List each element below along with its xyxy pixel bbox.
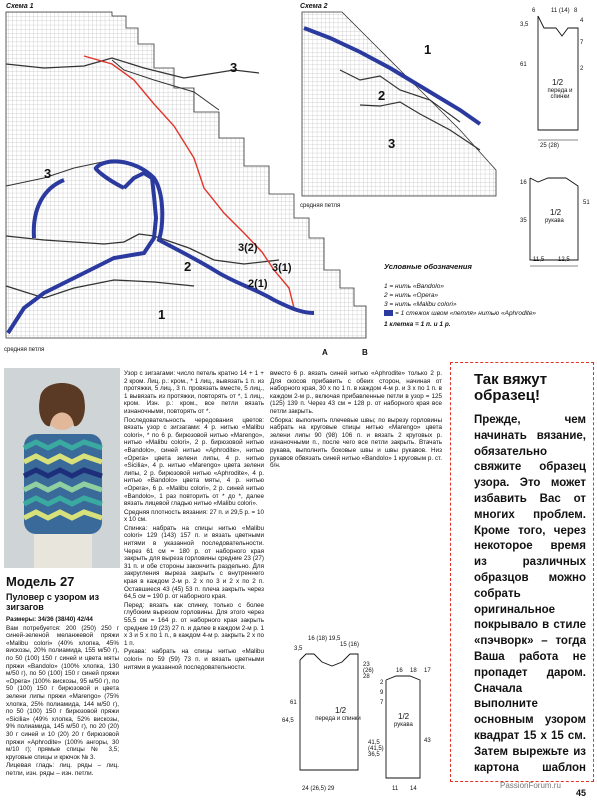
- scheme1-label: 2(1): [248, 278, 268, 290]
- legend-item: 1 клетка = 1 п. и 1 р.: [384, 321, 451, 328]
- pattern-left: 3,5: [520, 22, 529, 28]
- model-title: Модель 27: [6, 574, 75, 589]
- pattern-left: 61: [520, 62, 527, 68]
- sleeve2-bottom: 11: [392, 786, 399, 792]
- pattern-front-label: переда и спинки: [547, 88, 573, 100]
- pattern2-top: 3,5: [294, 646, 303, 652]
- sleeve-val: 51: [583, 200, 590, 206]
- sleeve-val: 35: [520, 218, 527, 224]
- scheme2-label: 2: [378, 88, 386, 103]
- page-number: 45: [576, 788, 587, 798]
- sleeve-half: 1/2: [550, 208, 562, 217]
- article-col3: вместо 6 р. вязать синей нитью «Aphrodite» только 2 р. Для скосов прибавить с обеих сторон, начиная от наборного края, 30 х по 1 п. в каждом 4-м р. и 3 х по 1 п. в каждом 2-м р., включая прибавленные петли в узор = 125 (125) 139 п. Через 43 см = 128 р. от наборного края все петли закрыть. Сборка: выполнить плечевые швы; по вырезу горловины набрать на круговые спицы нитью «Marengo» цвета зелени липы 90 (98) 106 п. и вязать 2 круговых р. изнаночными п., после чего все петли закрыть. Втачать рукава, выполнить боковые швы и швы рукавов. Низ рукавов обвязать синей нитью «Bandolo» 1 круговым р. ст. б/н.: [270, 370, 442, 470]
- model-subtitle: Пуловер с узором из зигзагов: [6, 592, 100, 612]
- pattern2-side: 61: [290, 700, 297, 706]
- pattern-top: 8: [574, 8, 578, 14]
- sleeve-bottom: 11,5: [533, 257, 545, 263]
- sleeve2-val: 43: [424, 738, 431, 744]
- pattern-right: 2: [580, 66, 584, 72]
- pattern2-bottom: 24 (26,5) 29: [302, 786, 335, 792]
- pattern2-right: 23 (26) 28: [363, 662, 374, 680]
- mark-b: B: [362, 348, 368, 357]
- pattern-right: 7: [580, 40, 584, 46]
- blue-swatch-icon: [384, 310, 393, 316]
- pattern-top: 6: [532, 8, 536, 14]
- scheme1-label: 3: [230, 60, 238, 75]
- scheme2-title: Схема 2: [300, 3, 328, 10]
- site-watermark: PassionForum.ru: [500, 781, 561, 790]
- pattern2-right: 9: [380, 690, 384, 696]
- pattern-half: 1/2: [552, 78, 564, 87]
- legend-title: Условные обозначения: [384, 262, 472, 271]
- scheme2-label: 1: [424, 42, 432, 57]
- mark-a: A: [322, 348, 328, 357]
- scheme2-label: 3: [388, 136, 396, 151]
- sidebar-text: Прежде, чем начинать вязание, обязательно свяжите образец узора. Это может избавить Вас от многих проблем. Кроме того, через некоторое время из различных образцов можно собрать оригинальное покрывало в стиле «пэчворк» – тогда Ваша работа не пропадет даром. Сначала выполните основным узором квадрат 15 х 15 см. Затем вырежьте из картона шаблон: [474, 414, 586, 774]
- scheme1-label: 1: [158, 307, 166, 322]
- pattern-bottom-drawing: [270, 640, 445, 790]
- scheme1-label: 3(2): [238, 242, 258, 254]
- pattern-top: 11 (14): [551, 8, 570, 14]
- legend-item: 1 = нить «Bandolo»: [384, 283, 444, 290]
- pattern2-side: 64,5: [282, 718, 294, 724]
- sleeve2-top: 18: [410, 668, 417, 674]
- sleeve2-bottom: 14: [410, 786, 417, 792]
- pattern2-top: 15 (16): [340, 642, 360, 648]
- pattern2-label: переда и спинки: [315, 716, 361, 722]
- pattern-top2: 4: [580, 18, 584, 24]
- pattern2-half: 1/2: [335, 706, 347, 715]
- sleeve-val: 16: [520, 180, 527, 186]
- pattern-bottom: 25 (28): [540, 143, 560, 149]
- scheme1-label: 2: [184, 259, 192, 274]
- model-photo: [4, 368, 120, 568]
- sleeve-bottom: 12,5: [558, 257, 570, 263]
- scheme1-midloop: средняя петля: [4, 347, 45, 353]
- sleeve2-top: 16: [396, 668, 403, 674]
- article-col2: Узор с зигзагами: число петель кратно 14 + 1 + 2 кром. Лиц. р.: кром., * 1 лиц., вывязать 1 п. из протяжки, 5 лиц., 3 п. провязать вместе, 5 лиц., 1 вывязать из протяжки, повторять от *, 1 лиц., кром. Изн. р.: кром., все петли вязать изнаночными, повторять от *. Последовательность чередования цветов: вязать узор с зигзагами: 4 р. нитью «Malibu colori», * по 6 р. бирюзовой нитью «Marengo», нитью «Malibu colori», 2 р. бирюзовой нитью «Bandolo», синей нитью «Aphrodite», нитью «Opera» цвета зелени липы, 4 р. нитью «Sicilia», 4 р. нитью «Marengo» цвета зелени липы, 2 р. бирюзовой нитью «Aphrodite», 4 р. нитью «Bandolo» цвета мяты, 4 р. нитью «Opera», 6 р. «Malibu colori», 2 р. синей нитью «Bandolo», 1 раз повторить от * до *, далее вязать лицевой гладью нитью «Malibu colori». Средняя плотность вязания: 27 п. и 29,5 р. = 10 х 10 см. Спинка: набрать на спицы нитью «Malibu colori» 129 (143) 157 п. и вязать цветными нитями в указанной последовательности. Через 61 см = 180 р. от наборного края закрыть для выреза горловины средние 23 (27) 31 п. и обе стороны закончить раздельно. Для закругления выреза закрыть с внутреннего края в каждом 2-м р. 2 х по 3 и 2 х по 2 п. Оставшиеся 43 (45) 53 п. плеча закрыть через 64,5 см = 190 р. от наборного края. Перед: вязать как спинку, только с более глубоким вырезом горловины. Для этого через 55,5 см = 164 р. от наборного края закрыть средние 19 (23) 27 п. и далее в каждом 2-м р. 1 х 3 и 5 х по 1 п., в каждом 4-м р. закрыть 2 х по 1 п. Рукава: набрать на спицы нитью «Malibu colori» по 59 (59) 73 п. и вязать цветными нитями в указанной последовательности.: [124, 370, 264, 671]
- scheme2-chart: [300, 10, 500, 200]
- sleeve2-label: рукава: [394, 722, 413, 728]
- sleeve2-top: 17: [424, 668, 431, 674]
- scheme2-midloop: средняя петля: [300, 203, 341, 209]
- sidebar-title: Так вяжут образец!: [474, 371, 548, 404]
- sleeve-label: рукава: [545, 218, 564, 224]
- scheme1-label: 3(1): [272, 262, 292, 274]
- sleeve2-val: 41,5 (41,5) 36,5: [368, 740, 384, 758]
- pattern2-top: 16 (18) 19,5: [308, 636, 341, 642]
- pattern-front-drawing: [508, 10, 596, 268]
- scheme1-label: 3: [44, 166, 52, 181]
- pattern2-right: 2: [380, 680, 384, 686]
- legend-item-blue: = 1 стежок швом «петля» нитью «Aphrodite»: [384, 309, 536, 318]
- legend-item: 2 = нить «Opera»: [384, 292, 439, 299]
- scheme1-title: Схема 1: [6, 3, 34, 10]
- legend-item: 3 = нить «Malibu colori»: [384, 301, 457, 308]
- pattern2-right: 7: [380, 700, 384, 706]
- article-col1: Размеры: 34/36 (38/40) 42/44 Вам потребуется: 200 (250) 250 г синей-зеленой меланжевой пряжи «Malibu colori» (40% хлопка, 45% вискозы, 20% полиамида, 155 м/50 г), по 50 (100) 150 г синей и цвета мяты пряжи «Bandolo» (100% хлопка, 130 м/50 г), по 50 (100) 150 г синей пряжи «Opera» (100% вискозы, 95 м/50 г), по 50 (100) 150 г бирюзовой и цвета зелени липы пряжи «Marengo» (75% хлопка, 25% полиамида, 144 м/50 г), по 50 (100) 150 г бирюзовой пряжи «Sicilia» (49% хлопка, 52% вискозы, 9% полиамида, 145 м/50 г), по 20 (20) 30 г синей и 10 (20) 20 г бирюзовой пряжи «Aphrodite» (100% ангоры, 30 м/10 г); прямые спицы № 3,5; круговые спицы и крючок № 3. Лицевая гладь: лиц. ряды – лиц. петли, изн. ряды – изн. петли.: [6, 616, 119, 777]
- sleeve2-half: 1/2: [398, 712, 410, 721]
